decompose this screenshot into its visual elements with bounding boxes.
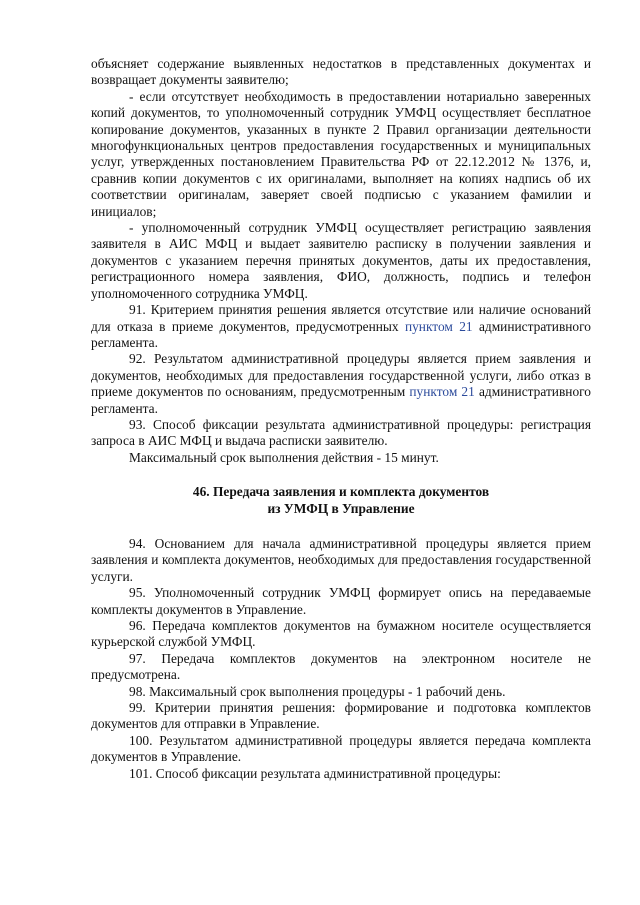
paragraph-101: 101. Способ фиксации результата административной процедуры:	[129, 765, 501, 781]
paragraph-96: 96. Передача комплектов документов на бумажном носителе осуществляется курьерской службой УМФЦ.	[91, 618, 591, 650]
paragraph-99: 99. Критерии принятия решения: формирование и подготовка комплектов документов для отправки в Управление.	[91, 700, 591, 732]
paragraph-92-link[interactable]: пунктом 21	[409, 384, 475, 400]
paragraph-98: 98. Максимальный срок выполнения процедуры - 1 рабочий день.	[129, 683, 506, 699]
paragraph-max-time: Максимальный срок выполнения действия - 15 минут.	[129, 449, 439, 465]
paragraph-95: 95. Уполномоченный сотрудник УМФЦ формирует опись на передаваемые комплекты документов в Управление.	[91, 585, 591, 617]
paragraph-91-text: 91. Критерием принятия решения является отсутствие или наличие оснований для отказа в приеме документов, предусмотренных	[91, 302, 591, 334]
section-heading	[91, 484, 591, 517]
paragraph-91-text-end: административного регламента.	[91, 318, 591, 350]
paragraph-97: 97. Передача комплектов документов на электронном носителе не предусмотрена.	[91, 650, 591, 683]
paragraph-92	[91, 351, 591, 417]
paragraph-registration: - уполномоченный сотрудник УМФЦ осуществляет регистрацию заявления заявителя в АИС МФЦ и выдает заявителю расписку в получении заявления и документов с указанием перечня принятых документов, даты их предоставления, регистрационного номера заявления, ФИО, должность, подпись и телефон уполномоченного сотрудника УМФЦ.	[91, 220, 591, 301]
paragraph-100: 100. Результатом административной процедуры является передача комплекта документов в Управление.	[91, 732, 591, 765]
section-heading-line-2: из УМФЦ в Управление	[267, 500, 415, 516]
paragraph-92-text-end: административного регламента.	[91, 384, 592, 416]
paragraph-91-link[interactable]: пунктом 21	[404, 318, 473, 334]
paragraph-continuation: объясняет содержание выявленных недостатков в представленных документах и возвращает документы заявителю;	[91, 56, 591, 88]
section-heading-line-1: 46. Передача заявления и комплекта документов	[192, 484, 490, 500]
paragraph-94: 94. Основанием для начала административной процедуры является прием заявления и комплекта документов, необходимых для предоставления государственной услуги.	[91, 535, 591, 584]
paragraph-notary-copies: - если отсутствует необходимость в предоставлении нотариально заверенных копий документов, то уполномоченный сотрудник УМФЦ осуществляет бесплатное копирование документов, указанных в пункте 2 Правил организации деятельности многофункциональных центров предоставления государственных и муниципальных услуг, утвержденных постановлением Правительства РФ от 22.12.2012 № 1376, и, сравнив копии документов с их оригиналами, выполняет на копиях надпись об их соответствии оригиналам, заверяет своей подписью с указанием фамилии и инициалов;	[91, 88, 591, 219]
paragraph-92-text: 92. Результатом административной процедуры является прием заявления и документов, необходимых для предоставления государственной услуги, либо отказ в приеме документов по основаниям, предусмотренным	[91, 351, 591, 400]
paragraph-93: 93. Способ фиксации результата административной процедуры: регистрация запроса в АИС МФЦ и выдача расписки заявителю.	[91, 416, 591, 449]
paragraph-91	[91, 302, 591, 351]
